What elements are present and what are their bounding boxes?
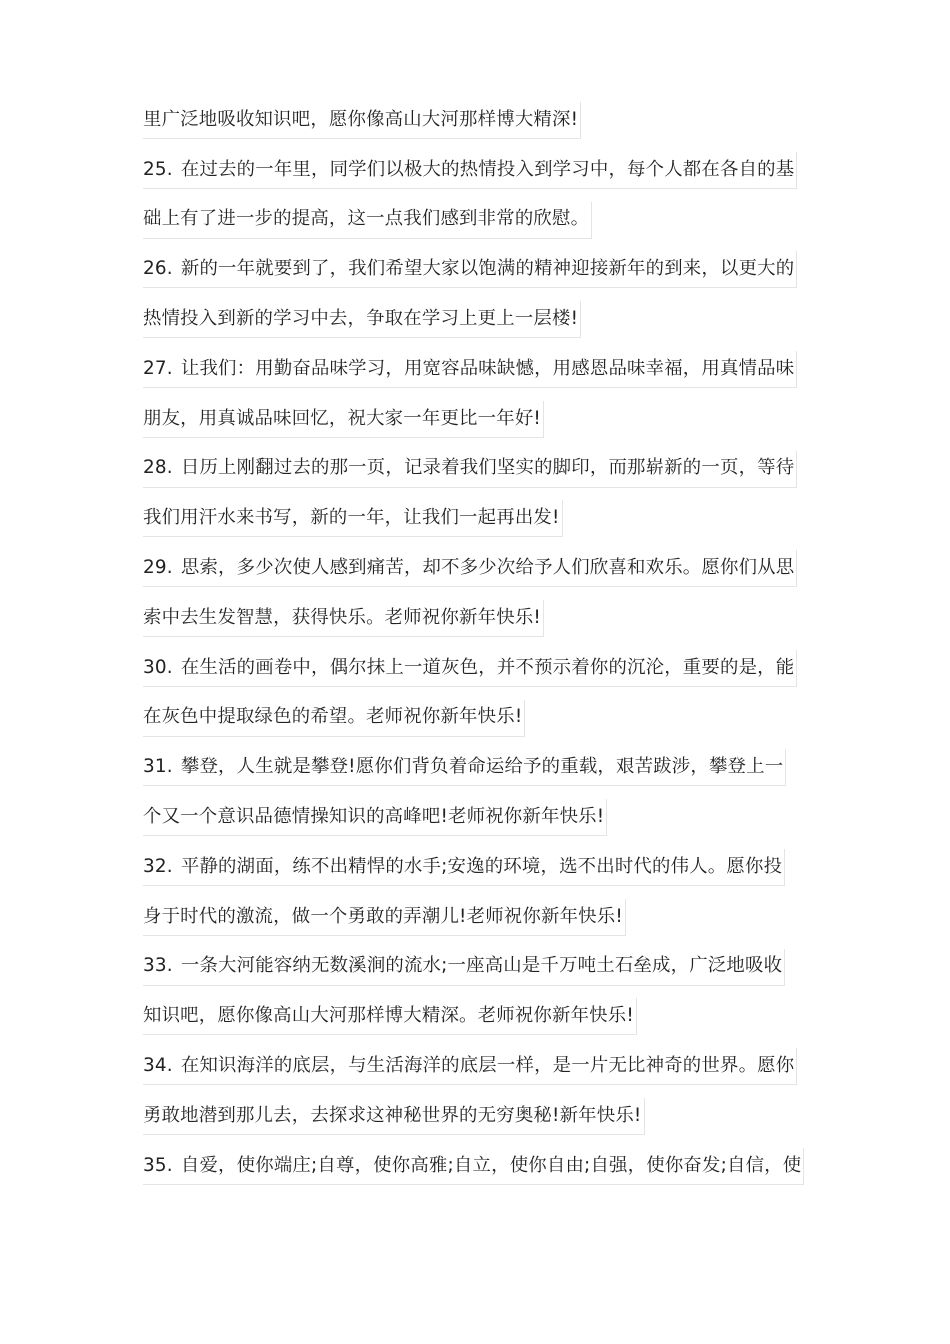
text-line-box	[143, 949, 785, 986]
text-line	[143, 494, 818, 544]
text-lines	[143, 96, 818, 1192]
text-line	[143, 793, 818, 843]
text-line-box	[143, 849, 785, 886]
text-line	[143, 544, 818, 594]
text-line-box	[143, 1098, 645, 1135]
line-text: 新的一年就要到了，我们希望大家以饱满的精神迎接新年的到来，以更大的	[180, 258, 795, 280]
item-number: 28.	[143, 457, 173, 479]
text-line-box	[143, 451, 797, 488]
text-line	[143, 345, 818, 395]
text-line-box	[143, 700, 525, 737]
line-text: 知识吧，愿你像高山大河那样博大精深。老师祝你新年快乐!	[143, 1005, 634, 1027]
text-line-box	[143, 1148, 804, 1185]
line-text: 索中去生发智慧，获得快乐。老师祝你新年快乐!	[143, 606, 541, 628]
line-text: 在知识海洋的底层，与生活海洋的底层一样，是一片无比神奇的世界。愿你	[180, 1054, 795, 1076]
line-text: 在生活的画卷中，偶尔抹上一道灰色，并不预示着你的沉沦，重要的是，能	[180, 656, 795, 678]
text-line	[143, 893, 818, 943]
text-line-box	[143, 351, 797, 388]
text-line-box	[143, 301, 581, 338]
text-line	[143, 644, 818, 694]
item-number: 34.	[143, 1054, 173, 1076]
line-text: 里广泛地吸收知识吧，愿你像高山大河那样博大精深!	[143, 108, 579, 130]
text-line-box	[143, 899, 626, 936]
text-line	[143, 1042, 818, 1092]
item-number: 32.	[143, 855, 173, 877]
line-text: 在灰色中提取绿色的希望。老师祝你新年快乐!	[143, 706, 523, 728]
line-text: 思索，多少次使人感到痛苦，却不多少次给予人们欣喜和欢乐。愿你们从思	[180, 556, 795, 578]
line-text: 勇敢地潜到那儿去，去探求这神秘世界的无穷奥秘!新年快乐!	[143, 1104, 642, 1126]
item-number: 26.	[143, 258, 173, 280]
item-number: 29.	[143, 556, 173, 578]
text-line-box	[143, 152, 797, 189]
text-line	[143, 245, 818, 295]
text-line	[143, 694, 818, 744]
item-number: 35.	[143, 1154, 173, 1176]
item-number: 27.	[143, 357, 173, 379]
text-line	[143, 992, 818, 1042]
line-text: 日历上刚翻过去的那一页，记录着我们坚实的脚印，而那崭新的一页，等待	[180, 457, 795, 479]
line-text: 础上有了进一步的提高，这一点我们感到非常的欣慰。	[143, 208, 590, 230]
text-line-box	[143, 749, 786, 786]
text-line-box	[143, 102, 581, 139]
line-text: 让我们：用勤奋品味学习，用宽容品味缺憾，用感恩品味幸福，用真情品味	[180, 357, 795, 379]
line-text: 我们用汗水来书写，新的一年，让我们一起再出发!	[143, 507, 560, 529]
text-line-box	[143, 1048, 797, 1085]
text-line	[143, 1092, 818, 1142]
line-text: 攀登，人生就是攀登!愿你们背负着命运给予的重载，艰苦跋涉，攀登上一	[180, 756, 784, 778]
text-line-box	[143, 998, 637, 1035]
text-line-box	[143, 799, 607, 836]
text-line	[143, 395, 818, 445]
line-text: 自爱，使你端庄;自尊，使你高雅;自立，使你自由;自强，使你奋发;自信，使	[180, 1154, 802, 1176]
text-line-box	[143, 650, 797, 687]
text-line	[143, 843, 818, 893]
line-text: 身于时代的激流，做一个勇敢的弄潮儿!老师祝你新年快乐!	[143, 905, 623, 927]
text-line	[143, 594, 818, 644]
line-text: 一条大河能容纳无数溪涧的流水;一座高山是千万吨土石垒成，广泛地吸收	[180, 955, 783, 977]
text-line	[143, 196, 818, 246]
text-line-box	[143, 550, 797, 587]
text-line-box	[143, 251, 797, 288]
line-text: 平静的湖面，练不出精悍的水手;安逸的环境，选不出时代的伟人。愿你投	[180, 855, 783, 877]
line-text: 在过去的一年里，同学们以极大的热情投入到学习中，每个人都在各自的基	[180, 158, 795, 180]
text-line-box	[143, 500, 563, 537]
text-line-box	[143, 202, 592, 239]
text-line-box	[143, 401, 544, 438]
text-line	[143, 295, 818, 345]
item-number: 30.	[143, 656, 173, 678]
item-number: 31.	[143, 756, 173, 778]
text-line	[143, 1142, 818, 1192]
text-line	[143, 96, 818, 146]
text-line	[143, 146, 818, 196]
text-line	[143, 943, 818, 993]
item-number: 25.	[143, 158, 173, 180]
item-number: 33.	[143, 955, 173, 977]
text-line	[143, 445, 818, 495]
text-line	[143, 743, 818, 793]
line-text: 朋友，用真诚品味回忆，祝大家一年更比一年好!	[143, 407, 541, 429]
line-text: 个又一个意识品德情操知识的高峰吧!老师祝你新年快乐!	[143, 805, 605, 827]
text-line-box	[143, 600, 544, 637]
line-text: 热情投入到新的学习中去，争取在学习上更上一层楼!	[143, 307, 579, 329]
